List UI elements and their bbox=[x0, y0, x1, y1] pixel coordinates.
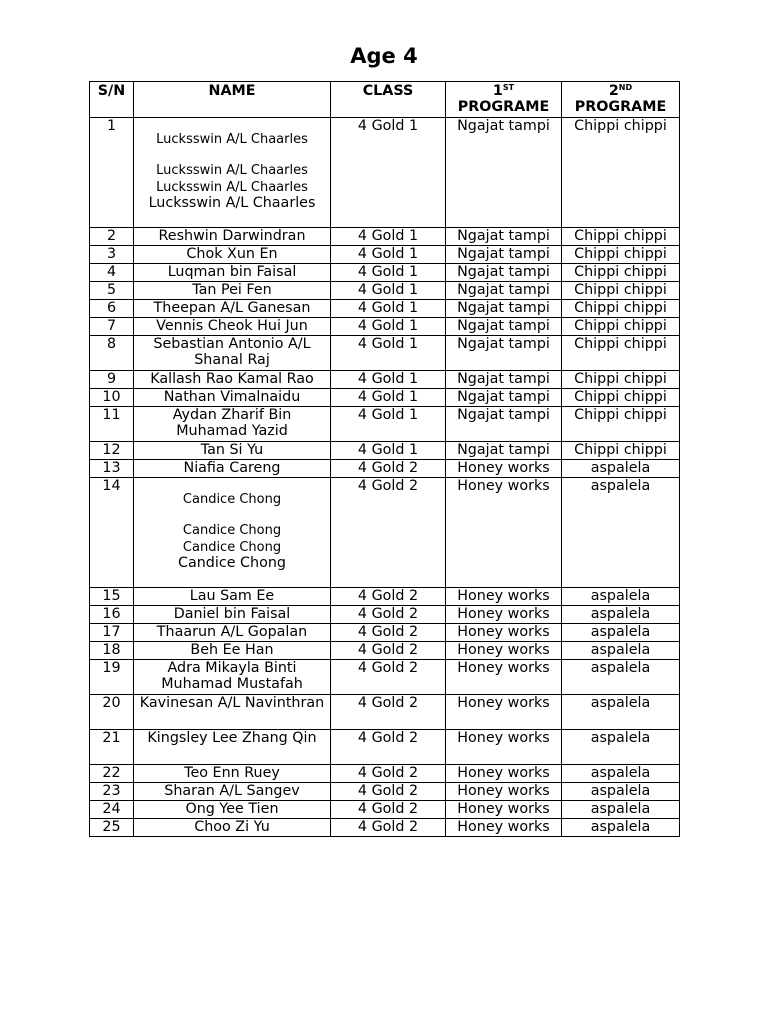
name-main: Lucksswin A/L Chaarles bbox=[148, 195, 316, 211]
cell-sn: 24 bbox=[90, 801, 134, 819]
cell-name: Nathan Vimalnaidu bbox=[134, 389, 331, 407]
cell-second-programme: Chippi chippi bbox=[562, 228, 680, 246]
name-repeat: Lucksswin A/L Chaarles bbox=[156, 180, 308, 195]
cell-name: Ong Yee Tien bbox=[134, 801, 331, 819]
cell-sn: 9 bbox=[90, 371, 134, 389]
cell-first-programme: Honey works bbox=[446, 588, 562, 606]
table-row bbox=[90, 606, 680, 624]
header-second-programme bbox=[562, 82, 680, 118]
table-row bbox=[90, 371, 680, 389]
cell-class: 4 Gold 1 bbox=[331, 389, 446, 407]
cell-class: 4 Gold 2 bbox=[331, 765, 446, 783]
cell-sn: 25 bbox=[90, 819, 134, 837]
cell-first-programme: Ngajat tampi bbox=[446, 300, 562, 318]
table-row bbox=[90, 819, 680, 837]
cell-first-programme: Ngajat tampi bbox=[446, 371, 562, 389]
cell-second-programme: aspalela bbox=[562, 819, 680, 837]
cell-second-programme: aspalela bbox=[562, 660, 680, 695]
table-row bbox=[90, 695, 680, 730]
cell-sn: 3 bbox=[90, 246, 134, 264]
cell-second-programme: aspalela bbox=[562, 606, 680, 624]
cell-first-programme: Ngajat tampi bbox=[446, 407, 562, 442]
cell-second-programme: aspalela bbox=[562, 642, 680, 660]
cell-first-programme: Ngajat tampi bbox=[446, 442, 562, 460]
cell-name: Kavinesan A/L Navinthran bbox=[134, 695, 331, 730]
cell-class: 4 Gold 2 bbox=[331, 642, 446, 660]
cell-second-programme: aspalela bbox=[562, 478, 680, 588]
cell-first-programme: Ngajat tampi bbox=[446, 282, 562, 300]
cell-class: 4 Gold 1 bbox=[331, 300, 446, 318]
cell-first-programme: Honey works bbox=[446, 695, 562, 730]
name-repeat: Lucksswin A/L Chaarles bbox=[156, 132, 308, 147]
cell-first-programme: Ngajat tampi bbox=[446, 264, 562, 282]
cell-class: 4 Gold 2 bbox=[331, 460, 446, 478]
cell-sn: 8 bbox=[90, 336, 134, 371]
cell-second-programme: Chippi chippi bbox=[562, 118, 680, 228]
table-row bbox=[90, 783, 680, 801]
cell-second-programme: Chippi chippi bbox=[562, 300, 680, 318]
cell-class: 4 Gold 2 bbox=[331, 660, 446, 695]
cell-class: 4 Gold 2 bbox=[331, 783, 446, 801]
name-repeat: Candice Chong bbox=[182, 523, 282, 538]
table-row bbox=[90, 282, 680, 300]
cell-first-programme: Honey works bbox=[446, 730, 562, 765]
table-row bbox=[90, 765, 680, 783]
cell-name bbox=[134, 118, 331, 228]
cell-class: 4 Gold 2 bbox=[331, 730, 446, 765]
cell-class: 4 Gold 1 bbox=[331, 264, 446, 282]
roster-body bbox=[90, 118, 680, 837]
cell-sn: 22 bbox=[90, 765, 134, 783]
cell-class: 4 Gold 2 bbox=[331, 801, 446, 819]
cell-second-programme: aspalela bbox=[562, 624, 680, 642]
cell-second-programme: Chippi chippi bbox=[562, 371, 680, 389]
cell-name: Theepan A/L Ganesan bbox=[134, 300, 331, 318]
cell-second-programme: Chippi chippi bbox=[562, 336, 680, 371]
cell-second-programme: Chippi chippi bbox=[562, 246, 680, 264]
cell-name: Sebastian Antonio A/L Shanal Raj bbox=[134, 336, 331, 371]
cell-sn: 19 bbox=[90, 660, 134, 695]
header-first-programme bbox=[446, 82, 562, 118]
cell-name: Thaarun A/L Gopalan bbox=[134, 624, 331, 642]
cell-class: 4 Gold 1 bbox=[331, 118, 446, 228]
cell-first-programme: Ngajat tampi bbox=[446, 228, 562, 246]
header-second-sup: ND bbox=[618, 83, 633, 92]
cell-first-programme: Honey works bbox=[446, 642, 562, 660]
cell-class: 4 Gold 2 bbox=[331, 624, 446, 642]
cell-sn: 23 bbox=[90, 783, 134, 801]
table-row bbox=[90, 300, 680, 318]
cell-sn: 10 bbox=[90, 389, 134, 407]
name-repeat: Lucksswin A/L Chaarles bbox=[156, 163, 308, 178]
roster-table bbox=[89, 81, 680, 837]
cell-name: Choo Zi Yu bbox=[134, 819, 331, 837]
cell-second-programme: Chippi chippi bbox=[562, 442, 680, 460]
cell-name: Tan Si Yu bbox=[134, 442, 331, 460]
cell-first-programme: Ngajat tampi bbox=[446, 246, 562, 264]
cell-class: 4 Gold 1 bbox=[331, 442, 446, 460]
cell-name: Chok Xun En bbox=[134, 246, 331, 264]
table-row bbox=[90, 407, 680, 442]
page-title: Age 4 bbox=[350, 44, 418, 68]
table-row bbox=[90, 624, 680, 642]
cell-name: Sharan A/L Sangev bbox=[134, 783, 331, 801]
cell-sn: 5 bbox=[90, 282, 134, 300]
cell-first-programme: Honey works bbox=[446, 460, 562, 478]
cell-sn: 1 bbox=[90, 118, 134, 228]
cell-second-programme: aspalela bbox=[562, 460, 680, 478]
cell-sn: 11 bbox=[90, 407, 134, 442]
cell-first-programme: Honey works bbox=[446, 606, 562, 624]
cell-second-programme: aspalela bbox=[562, 588, 680, 606]
cell-second-programme: aspalela bbox=[562, 801, 680, 819]
table-row bbox=[90, 228, 680, 246]
cell-first-programme: Honey works bbox=[446, 624, 562, 642]
cell-second-programme: Chippi chippi bbox=[562, 407, 680, 442]
table-row bbox=[90, 264, 680, 282]
cell-first-programme: Honey works bbox=[446, 765, 562, 783]
header-row bbox=[90, 82, 680, 118]
table-row bbox=[90, 642, 680, 660]
cell-sn: 15 bbox=[90, 588, 134, 606]
name-repeat: Candice Chong bbox=[182, 492, 282, 507]
cell-class: 4 Gold 2 bbox=[331, 695, 446, 730]
cell-name: Luqman bin Faisal bbox=[134, 264, 331, 282]
cell-second-programme: Chippi chippi bbox=[562, 318, 680, 336]
header-name: NAME bbox=[134, 82, 331, 118]
cell-name: Daniel bin Faisal bbox=[134, 606, 331, 624]
cell-second-programme: aspalela bbox=[562, 695, 680, 730]
cell-sn: 20 bbox=[90, 695, 134, 730]
header-first-sup: ST bbox=[502, 83, 515, 92]
cell-name: Aydan Zharif Bin Muhamad Yazid bbox=[134, 407, 331, 442]
cell-second-programme: Chippi chippi bbox=[562, 282, 680, 300]
cell-first-programme: Honey works bbox=[446, 783, 562, 801]
table-row bbox=[90, 478, 680, 588]
header-second-num: 2 bbox=[608, 83, 619, 99]
cell-class: 4 Gold 1 bbox=[331, 246, 446, 264]
cell-first-programme: Honey works bbox=[446, 819, 562, 837]
cell-class: 4 Gold 2 bbox=[331, 606, 446, 624]
cell-sn: 17 bbox=[90, 624, 134, 642]
cell-first-programme: Ngajat tampi bbox=[446, 389, 562, 407]
cell-name: Kingsley Lee Zhang Qin bbox=[134, 730, 331, 765]
cell-class: 4 Gold 1 bbox=[331, 318, 446, 336]
name-block bbox=[136, 118, 328, 211]
cell-first-programme: Honey works bbox=[446, 478, 562, 588]
cell-name bbox=[134, 478, 331, 588]
cell-class: 4 Gold 1 bbox=[331, 371, 446, 389]
cell-first-programme: Honey works bbox=[446, 660, 562, 695]
header-first-word: PROGRAME bbox=[457, 99, 550, 115]
cell-name: Vennis Cheok Hui Jun bbox=[134, 318, 331, 336]
cell-name: Lau Sam Ee bbox=[134, 588, 331, 606]
header-sn: S/N bbox=[90, 82, 134, 118]
cell-second-programme: aspalela bbox=[562, 765, 680, 783]
cell-sn: 4 bbox=[90, 264, 134, 282]
table-row bbox=[90, 730, 680, 765]
cell-sn: 12 bbox=[90, 442, 134, 460]
cell-sn: 7 bbox=[90, 318, 134, 336]
header-second-word: PROGRAME bbox=[574, 99, 667, 115]
cell-class: 4 Gold 1 bbox=[331, 336, 446, 371]
name-block bbox=[136, 478, 328, 571]
table-row bbox=[90, 389, 680, 407]
cell-name: Kallash Rao Kamal Rao bbox=[134, 371, 331, 389]
table-row bbox=[90, 460, 680, 478]
table-row bbox=[90, 336, 680, 371]
table-row bbox=[90, 246, 680, 264]
cell-second-programme: aspalela bbox=[562, 783, 680, 801]
name-main: Candice Chong bbox=[178, 555, 286, 571]
cell-first-programme: Ngajat tampi bbox=[446, 336, 562, 371]
cell-class: 4 Gold 2 bbox=[331, 588, 446, 606]
cell-first-programme: Honey works bbox=[446, 801, 562, 819]
cell-sn: 6 bbox=[90, 300, 134, 318]
cell-first-programme: Ngajat tampi bbox=[446, 318, 562, 336]
table-row bbox=[90, 442, 680, 460]
cell-first-programme: Ngajat tampi bbox=[446, 118, 562, 228]
cell-class: 4 Gold 1 bbox=[331, 407, 446, 442]
cell-sn: 14 bbox=[90, 478, 134, 588]
table-row bbox=[90, 801, 680, 819]
cell-name: Adra Mikayla Binti Muhamad Mustafah bbox=[134, 660, 331, 695]
cell-class: 4 Gold 1 bbox=[331, 228, 446, 246]
cell-sn: 18 bbox=[90, 642, 134, 660]
header-first-num: 1 bbox=[492, 83, 503, 99]
cell-second-programme: aspalela bbox=[562, 730, 680, 765]
cell-sn: 16 bbox=[90, 606, 134, 624]
cell-name: Tan Pei Fen bbox=[134, 282, 331, 300]
table-row bbox=[90, 588, 680, 606]
header-class: CLASS bbox=[331, 82, 446, 118]
table-row bbox=[90, 118, 680, 228]
cell-sn: 21 bbox=[90, 730, 134, 765]
cell-class: 4 Gold 2 bbox=[331, 478, 446, 588]
cell-second-programme: Chippi chippi bbox=[562, 389, 680, 407]
cell-name: Beh Ee Han bbox=[134, 642, 331, 660]
cell-name: Teo Enn Ruey bbox=[134, 765, 331, 783]
table-row bbox=[90, 660, 680, 695]
table-row bbox=[90, 318, 680, 336]
cell-sn: 13 bbox=[90, 460, 134, 478]
cell-class: 4 Gold 1 bbox=[331, 282, 446, 300]
cell-class: 4 Gold 2 bbox=[331, 819, 446, 837]
cell-name: Niafia Careng bbox=[134, 460, 331, 478]
cell-second-programme: Chippi chippi bbox=[562, 264, 680, 282]
cell-name: Reshwin Darwindran bbox=[134, 228, 331, 246]
cell-sn: 2 bbox=[90, 228, 134, 246]
name-repeat: Candice Chong bbox=[182, 540, 282, 555]
